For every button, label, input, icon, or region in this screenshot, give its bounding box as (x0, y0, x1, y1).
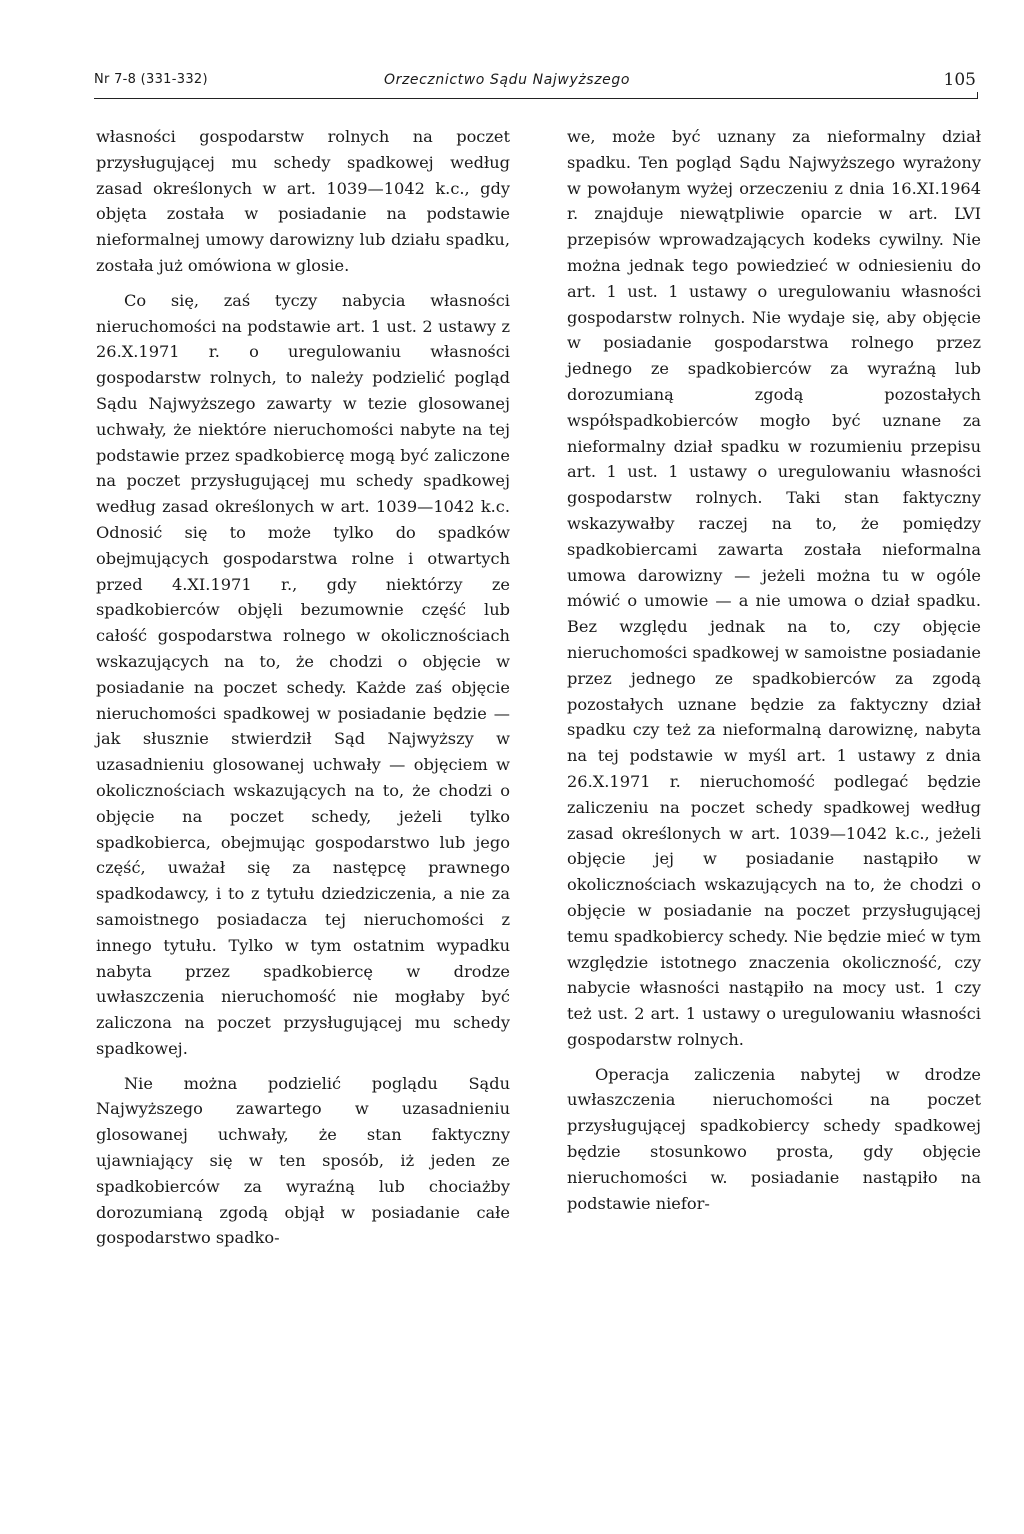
left-paragraph-1: własności gospodarstw rolnych na poczet przysługującej mu schedy spadkowej według zasad określonych w art. 1039—1042 k.c., gdy objęta została w posiadanie na podstawie nieformalnej umowy darowizny lub działu spadku, została już omówiona w glosie. (96, 127, 510, 275)
header-rule-tick (977, 92, 978, 99)
left-column (96, 124, 510, 1251)
right-column (567, 124, 981, 1216)
running-head (94, 70, 988, 94)
header-rule (94, 98, 978, 99)
journal-title: Orzecznictwo Sądu Najwyższego (384, 72, 631, 88)
page-number: 105 (943, 70, 976, 90)
issue-number: Nr 7-8 (331-332) (94, 72, 208, 87)
left-paragraph-2: Co się, zaś tyczy nabycia własności nieruchomości na podstawie art. 1 ust. 2 ustawy z 26.X.1971 r. o uregulowaniu własności gospodarstw rolnych, to należy podzielić pogląd Sądu Najwyższego zawarty w tezie glosowanej uchwały, że niektóre nieruchomości nabyte na tej podstawie przez spadkobiercę mogą być zaliczone na poczet przysługującej mu schedy spadkowej według zasad określonych w art. 1039—1042 k.c. Odnosić się to może tylko do spadków obejmujących gospodarstwa rolne i otwartych przed 4.XI.1971 r., gdy niektórzy ze spadkobierców objęli bezumownie część lub całość gospodarstwa rolnego w okolicznościach wskazujących na to, że chodzi o objęcie w posiadanie na poczet schedy. Każde zaś objęcie nieruchomości spadkowej w posiadanie będzie — jak słusznie stwierdził Sąd Najwyższy w uzasadnieniu glosowanej uchwały — objęciem w okolicznościach wskazujących na to, że chodzi o objęcie na poczet schedy, jeżeli tylko spadkobierca, obejmując gospodarstwo lub jego część, uważał się za następcę prawnego spadkodawcy, i to z tytułu dziedziczenia, a nie za samoistnego posiadacza tej nieruchomości z innego tytułu. Tylko w tym ostatnim wypadku nabyta przez spadkobiercę w drodze uwłaszczenia nieruchomość nie mogłaby być zaliczona na poczet przysługującej mu schedy spadkowej. (96, 290, 510, 1058)
right-paragraph-2: Operacja zaliczenia nabytej w drodze uwłaszczenia nieruchomości na poczet przysługującej spadkobiercy schedy spadkowej będzie stosunkowo prosta, gdy objęcie nieruchomości w. posiadanie nastąpiło na podstawie niefor- (567, 1064, 981, 1213)
right-paragraph-1: we, może być uznany za nieformalny dział spadku. Ten pogląd Sądu Najwyższego wyrażony w powołanym wyżej orzeczeniu z dnia 16.XI.1964 r. znajduje niewątpliwie oparcie w art. LVI przepisów wprowadzających kodeks cywilny. Nie można jednak tego powiedzieć w odniesieniu do art. 1 ust. 1 ustawy o uregulowaniu własności gospodarstw rolnych. Nie wydaje się, aby objęcie w posiadanie gospodarstwa rolnego przez jednego ze spadkobierców za wyraźną lub dorozumianą zgodą pozostałych współspadkobierców mogło być uznane za nieformalny dział spadku w rozumieniu przepisu art. 1 ust. 1 ustawy o uregulowaniu własności gospodarstw rolnych. Taki stan faktyczny wskazywałby raczej na to, że pomiędzy spadkobiercami zawarta została nieformalna umowa darowizny — jeżeli można tu w ogóle mówić o umowie — a nie umowa o dział spadku. Bez względu jednak na to, czy objęcie nieruchomości spadkowej w samoistne posiadanie przez jednego ze spadkobierców za zgodą pozostałych uznane będzie za faktyczny dział spadku czy też za nieformalną darowiznę, nabyta na tej podstawie w myśl art. 1 ustawy z dnia 26.X.1971 r. nieruchomość podlegać będzie zaliczeniu na poczet schedy spadkowej według zasad określonych w art. 1039—1042 k.c., jeżeli objęcie jej w posiadanie nastąpiło w okolicznościach wskazujących na to, że chodzi o objęcie w posiadanie na poczet przysługującej temu spadkobiercy schedy. Nie będzie mieć w tym względzie istotnego znaczenia okoliczność, czy nabycie własności nastąpiło na mocy ust. 1 czy też ust. 2 art. 1 ustawy o uregulowaniu własności gospodarstw rolnych. (567, 127, 981, 1049)
left-paragraph-3: Nie można podzielić poglądu Sądu Najwyższego zawartego w uzasadnieniu glosowanej uchwały, że stan faktyczny ujawniający się w ten sposób, iż jeden ze spadkobierców za wyraźną lub chociażby dorozumianą zgodą objął w posiadanie całe gospodarstwo spadko- (96, 1073, 510, 1248)
